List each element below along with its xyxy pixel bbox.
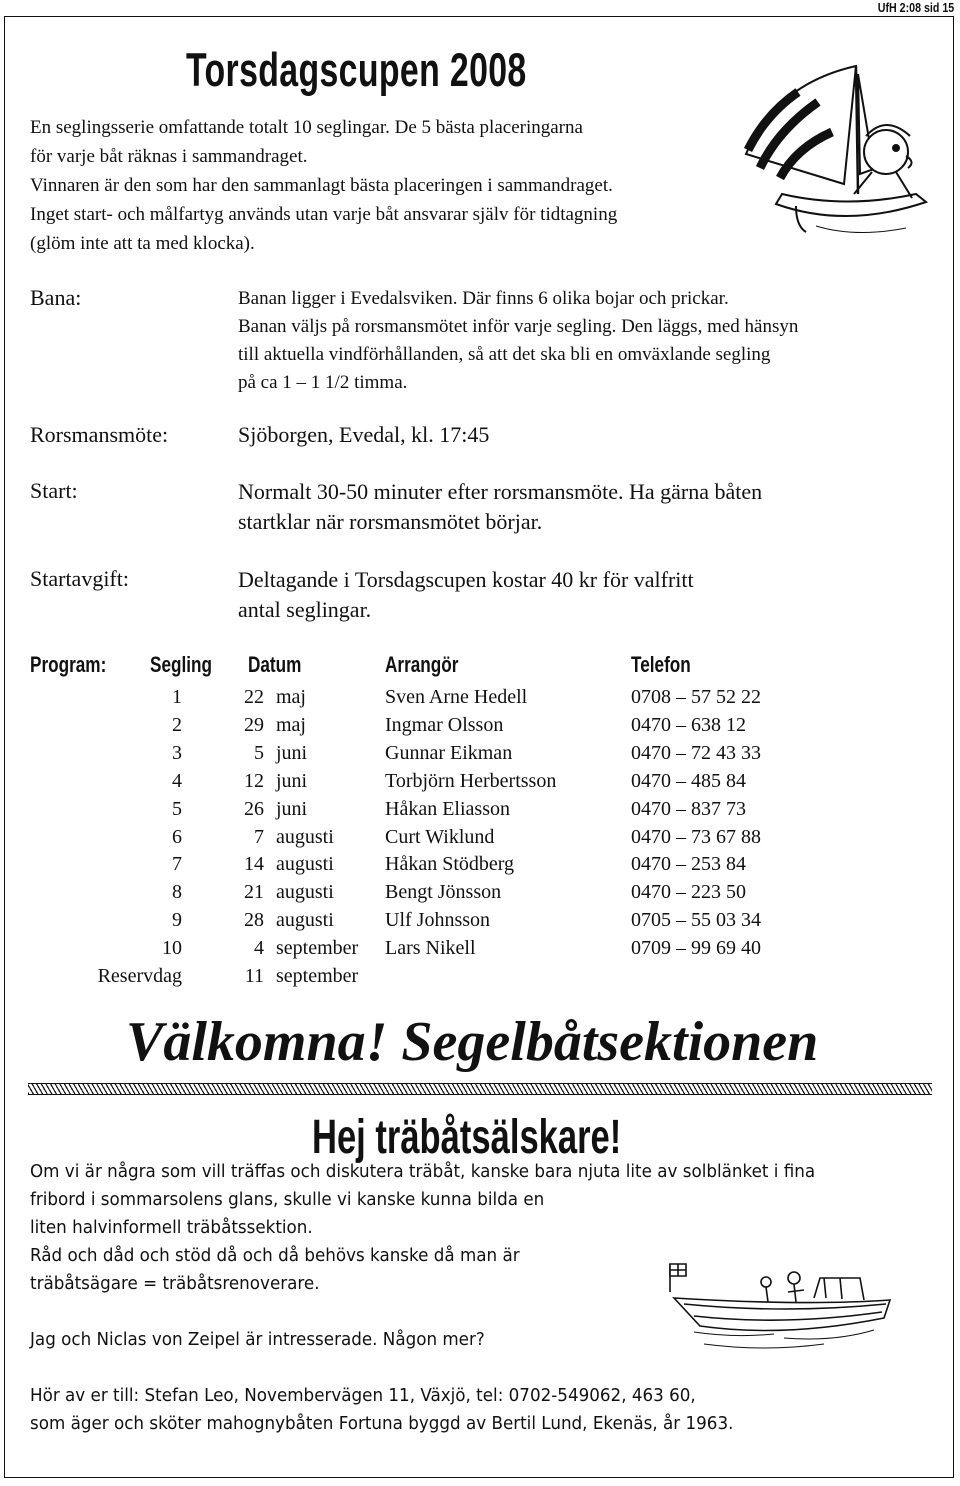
program-row xyxy=(0,965,960,993)
segling-number: 6 xyxy=(172,825,182,848)
hej-line: träbåtsägare = träbåtsrenoverare. xyxy=(30,1273,320,1294)
program-label: Program: xyxy=(30,652,107,677)
date-month: juni xyxy=(276,769,308,792)
hej-line: fribord i sommarsolens glans, skulle vi kanske kunna bilda en xyxy=(30,1189,545,1210)
intro-line: Vinnaren är den som har den sammanlagt bästa placeringen i sammandraget. xyxy=(30,175,613,196)
date-day: 11 xyxy=(244,965,264,987)
hej-line: Hör av er till: Stefan Leo, Novembervägen 11, Växjö, tel: 0702-549062, 463 60, xyxy=(30,1385,696,1406)
hej-heading: Hej träbåtsälskare! xyxy=(312,1111,622,1164)
intro-line: för varje båt räknas i sammandraget. xyxy=(30,146,308,167)
date-day: 7 xyxy=(254,825,264,848)
bana-line: Banan väljs på rorsmansmötet inför varje segling. Den läggs, med hänsyn xyxy=(238,316,799,337)
rorsman-label: Rorsmansmöte: xyxy=(30,422,169,447)
program-row xyxy=(0,909,960,937)
motorboat-illustration xyxy=(664,1252,900,1356)
hej-paragraph-3 xyxy=(30,1382,733,1438)
phone-number: 0470 – 72 43 33 xyxy=(631,741,761,764)
date-day: 28 xyxy=(244,909,264,932)
segling-number: Reservdag xyxy=(97,965,182,987)
phone-number: 0470 – 253 84 xyxy=(631,853,746,876)
program-row xyxy=(0,853,960,881)
hej-line: liten halvinformell träbåtssektion. xyxy=(30,1217,313,1238)
rorsman-text: Sjöborgen, Evedal, kl. 17:45 xyxy=(238,422,490,447)
arranger-name: Håkan Eliasson xyxy=(385,797,510,820)
program-row xyxy=(0,798,960,826)
segling-number: 3 xyxy=(172,741,182,764)
date-month: september xyxy=(276,965,359,987)
segling-number: 5 xyxy=(172,797,182,820)
bana-line: till aktuella vindförhållanden, så att det ska bli en omväxlande segling xyxy=(238,344,771,365)
start-label: Start: xyxy=(30,478,78,503)
date-day: 5 xyxy=(254,741,264,764)
avgift-line: Deltagande i Torsdagscupen kostar 40 kr för valfritt xyxy=(238,567,694,592)
welcome-heading: Välkomna! Segelbåtsektionen xyxy=(126,1011,819,1073)
arranger-name: Sven Arne Hedell xyxy=(385,686,528,708)
date-day: 26 xyxy=(244,797,264,820)
program-row xyxy=(0,826,960,854)
phone-number: 0708 – 57 52 22 xyxy=(631,686,761,708)
page-title: Torsdagscupen 2008 xyxy=(186,43,527,96)
sailboat-cartoon-illustration xyxy=(736,44,936,240)
start-line: startklar när rorsmansmötet börjar. xyxy=(238,509,543,534)
avgift-line: antal seglingar. xyxy=(238,597,372,622)
phone-number: 0470 – 223 50 xyxy=(631,881,746,904)
date-day: 14 xyxy=(244,853,264,876)
arranger-name: Håkan Stödberg xyxy=(385,853,515,876)
date-day: 4 xyxy=(254,937,264,960)
intro-line: (glöm inte att ta med klocka). xyxy=(30,233,255,254)
phone-number: 0470 – 638 12 xyxy=(631,713,746,736)
phone-number: 0709 – 99 69 40 xyxy=(631,937,761,960)
segling-number: 10 xyxy=(162,937,182,960)
bana-line: Banan ligger i Evedalsviken. Där finns 6 olika bojar och prickar. xyxy=(238,288,729,309)
date-day: 22 xyxy=(244,686,264,708)
program-row xyxy=(0,714,960,742)
segling-number: 1 xyxy=(172,686,182,708)
program-row xyxy=(0,770,960,798)
section-divider xyxy=(28,1083,932,1095)
date-month: maj xyxy=(276,686,306,708)
date-month: augusti xyxy=(276,909,334,932)
hej-paragraph-2: Jag och Niclas von Zeipel är intresserade. Någon mer? xyxy=(30,1329,485,1350)
intro-text xyxy=(30,113,730,258)
date-month: september xyxy=(276,937,359,960)
segling-number: 2 xyxy=(172,713,182,736)
program-row xyxy=(0,881,960,909)
arranger-name: Ulf Johnsson xyxy=(385,909,491,932)
intro-line: Inget start- och målfartyg används utan varje båt ansvarar själv för tidtagning xyxy=(30,204,618,225)
date-month: juni xyxy=(276,797,308,820)
arranger-name: Bengt Jönsson xyxy=(385,881,502,904)
arranger-name: Curt Wiklund xyxy=(385,825,495,848)
header-datum: Datum xyxy=(248,652,302,677)
header-telefon: Telefon xyxy=(631,652,691,677)
bana-label: Bana: xyxy=(30,285,82,310)
date-month: maj xyxy=(276,713,306,736)
phone-number: 0470 – 837 73 xyxy=(631,797,746,820)
date-month: augusti xyxy=(276,881,334,904)
arranger-name: Gunnar Eikman xyxy=(385,741,513,764)
date-day: 21 xyxy=(244,881,264,904)
phone-number: 0705 – 55 03 34 xyxy=(631,909,761,932)
segling-number: 8 xyxy=(172,881,182,904)
program-row xyxy=(0,742,960,770)
hej-line: som äger och sköter mahognybåten Fortuna byggd av Bertil Lund, Ekenäs, år 1963. xyxy=(30,1413,734,1434)
avgift-label: Startavgift: xyxy=(30,566,129,591)
date-day: 12 xyxy=(244,769,264,792)
program-row xyxy=(0,686,960,714)
hej-line: Råd och dåd och stöd då och då behövs kanske då man är xyxy=(30,1245,520,1266)
hej-line: Om vi är några som vill träffas och diskutera träbåt, kanske bara njuta lite av solblänket i fina xyxy=(30,1161,816,1182)
segling-number: 4 xyxy=(172,769,182,792)
program-row xyxy=(0,937,960,965)
phone-number: 0470 – 485 84 xyxy=(631,769,746,792)
segling-number: 9 xyxy=(172,909,182,932)
date-day: 29 xyxy=(244,713,264,736)
arranger-name: Lars Nikell xyxy=(385,937,476,960)
date-month: augusti xyxy=(276,825,334,848)
arranger-name: Torbjörn Herbertsson xyxy=(385,769,557,792)
avgift-text xyxy=(238,565,938,625)
page-number: UfH 2:08 sid 15 xyxy=(877,0,954,15)
intro-line: En seglingsserie omfattande totalt 10 seglingar. De 5 bästa placeringarna xyxy=(30,117,583,138)
segling-number: 7 xyxy=(172,853,182,876)
header-arrangor: Arrangör xyxy=(385,652,459,677)
arranger-name: Ingmar Olsson xyxy=(385,713,504,736)
start-text xyxy=(238,477,938,537)
bana-text xyxy=(238,285,938,397)
date-month: juni xyxy=(276,741,308,764)
bana-line: på ca 1 – 1 1/2 timma. xyxy=(238,372,408,393)
start-line: Normalt 30-50 minuter efter rorsmansmöte. Ha gärna båten xyxy=(238,479,763,504)
date-month: augusti xyxy=(276,853,334,876)
header-segling: Segling xyxy=(150,652,212,677)
phone-number: 0470 – 73 67 88 xyxy=(631,825,761,848)
